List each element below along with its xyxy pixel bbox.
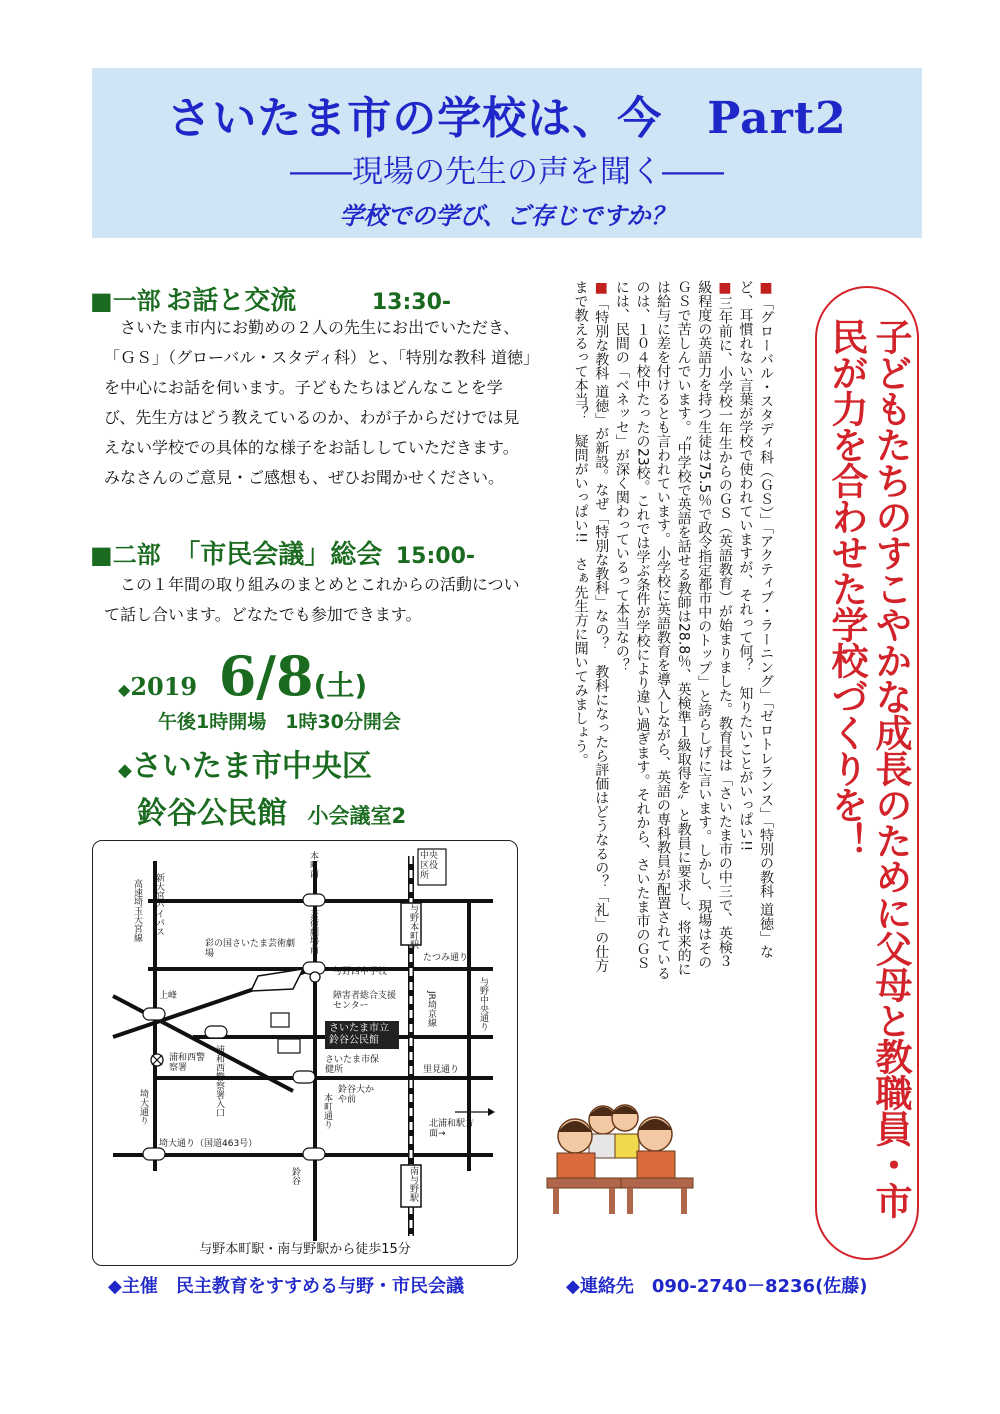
map-label-kitaurawa: 北浦和駅方面→ [429, 1119, 475, 1139]
map-label-tatsumi: たつみ通り [423, 953, 469, 963]
article-paragraph-2-text: 三年前に、小学校一年生からのＧＳ（英語教育）が始まりました。教育長は「さいたま市の中三で、英検３級程度の英語力を持つ生徒は75.5％で政令指定都市中のトップ」と誇らしげに言います。しかし、現場はそのＧＳで苦しんでいます。〝中学校で英語を話せる教師は28.8％、英検準１級取得を〟と教員に要求し、将来的には給与に差を付けるとも言われています。小学校に英語教育を導入しながら、英語の専科教員が配置されているのは、１０４校中たったの23校。これでは学ぶ条件が学校により違い過ぎます。それから、さいたま市のＧＳには、民間の「ベネッセ」が深く関わっているって本当なの？ [613, 280, 733, 980]
map-label-suzuya-oyamae: 鈴谷大かや前 [338, 1085, 375, 1105]
part1-time: 13:30- [371, 290, 452, 315]
article-paragraph-1-text: 「グローバル・スタディ科（ＧＳ）」「アクティブ・ラーニング」「ゼロトレランス」「特別の教科 道徳」など、耳慣れない言葉が学校で使われていますが、それって何？ 知りたいことがいっぱい!! [737, 280, 774, 959]
map-label-honmachi-dori: 本町通り [322, 1093, 332, 1129]
map-label-shien: 障害者総合支援センター [333, 991, 397, 1011]
part1-heading [90, 280, 451, 317]
venue-line-2 [137, 788, 406, 832]
slogan-box [815, 286, 919, 1260]
footer-contact: ◆連絡先 090-2740－8236(佐藤) [566, 1276, 868, 1297]
article-paragraph-2 [611, 280, 735, 980]
event-day: 6/8 [218, 644, 314, 708]
diamond-bullet-icon: ◆ [118, 680, 131, 699]
venue-area: さいたま市中央区 [131, 749, 372, 784]
page-title: さいたま市の学校は、今 Part2 [167, 93, 847, 144]
article-paragraph-3-text: 「特別な教科 道徳」が新設。なぜ「特別な教科」なの？ 教科になったら評価はどうなるの？「礼」の仕方まで教えるって本当？ 疑問がいっぱい!! さぁ先生方に聞いてみましょう。 [572, 280, 610, 973]
article-paragraph-1 [735, 280, 776, 980]
map-label-yonishi: 与野西中学校 [333, 967, 388, 977]
part1-description: さいたま市内にお勤めの２人の先生にお出でいただき、「ＧＳ」（グローバル・スタディ科）と、「特別な教科 道徳」を中心にお話を伺います。子どもたちはどんなことを学び、先生方はどう教えているのか、わが子からだけでは見えない学校での具体的な様子をお話ししていただきます。みなさんのご意見・ご感想も、ぜひお聞かせください。 [104, 318, 532, 487]
part2-heading [90, 534, 475, 571]
article-text [566, 280, 776, 980]
children-illustration [545, 1080, 695, 1220]
map-label-yono-honmachi-station: 与野本町駅 [408, 904, 418, 949]
part2-title: 「市民会議」総会 [174, 540, 383, 570]
map-label-hokenjo: さいたま市保健所 [325, 1055, 380, 1075]
page-tagline: 学校での学び、ご存じですか？ [339, 202, 675, 230]
map-caption: 与野本町駅・南与野駅から徒歩15分 [199, 1242, 411, 1257]
footer-organizer: ◆主催 民主教育をすすめる与野・市民会議 [108, 1276, 465, 1297]
venue-line-1 [118, 741, 372, 785]
square-bullet-icon: ■ [90, 541, 113, 569]
event-weekday: (土) [313, 669, 368, 702]
event-date [118, 644, 367, 708]
map-label-jr-saikyo: JR埼京線 [426, 991, 436, 1027]
part2-description: この１年間の取り組みのまとめとこれからの活動について話し合います。どなたでも参加できます。 [104, 575, 520, 624]
map-label-geijutsu-mae: 芸術劇場前 [308, 909, 318, 954]
part1-label: 一部 [112, 287, 161, 315]
map-label-satomi: 里見通り [423, 1065, 460, 1075]
map-label-theater: 彩の国さいたま芸術劇場 [205, 939, 296, 959]
article-paragraph-3 [570, 280, 611, 980]
page-subtitle: ――現場の先生の声を聞く―― [290, 154, 724, 190]
map-venue-marker: さいたま市立鈴谷公民館 [325, 1021, 399, 1049]
map-label-bypass2: 高速埼玉大宮線 [132, 879, 142, 942]
diamond-bullet-icon: ◆ [118, 760, 132, 781]
map-label-bypass1: 新大宮バイパス [154, 873, 164, 936]
access-map [92, 840, 518, 1266]
part1-title: お話と交流 [166, 286, 297, 316]
map-label-yono-chuo: 与野中央通り [478, 977, 488, 1031]
venue-name: 鈴谷公民館 [137, 796, 287, 831]
map-label-urawanishi: 浦和西警察署 [169, 1053, 206, 1073]
map-label-honmachi-nishi: 本町西 [308, 851, 318, 878]
header-banner [92, 68, 922, 238]
map-label-suzuya: 鈴谷 [290, 1167, 300, 1185]
square-bullet-icon: ■ [758, 280, 774, 296]
map-label-chuo-ku: 中央区役所 [420, 851, 439, 881]
slogan-text: 子どもたちのすこやかな成長のために父母と教職員・市民が力を合わせた学校づくりを！ [825, 318, 912, 1218]
map-label-minami-yono-station: 南与野駅 [408, 1166, 418, 1202]
part2-label: 二部 [112, 541, 161, 569]
event-open-time: 午後1時開場 1時30分開会 [158, 711, 401, 733]
square-bullet-icon: ■ [593, 280, 610, 296]
map-label-saidai-route: 埼大通り（国道463号） [159, 1139, 258, 1149]
square-bullet-icon: ■ [716, 280, 733, 296]
event-year: 2019 [130, 672, 198, 701]
square-bullet-icon: ■ [90, 287, 113, 315]
map-label-saidai: 埼大通り [138, 1089, 148, 1125]
map-label-urawanishi-entrance: 浦和西警察署入口 [214, 1045, 224, 1117]
map-label-kamimine: 上峰 [159, 991, 178, 1001]
part2-time: 15:00- [395, 544, 476, 569]
venue-room: 小会議室2 [307, 804, 407, 828]
